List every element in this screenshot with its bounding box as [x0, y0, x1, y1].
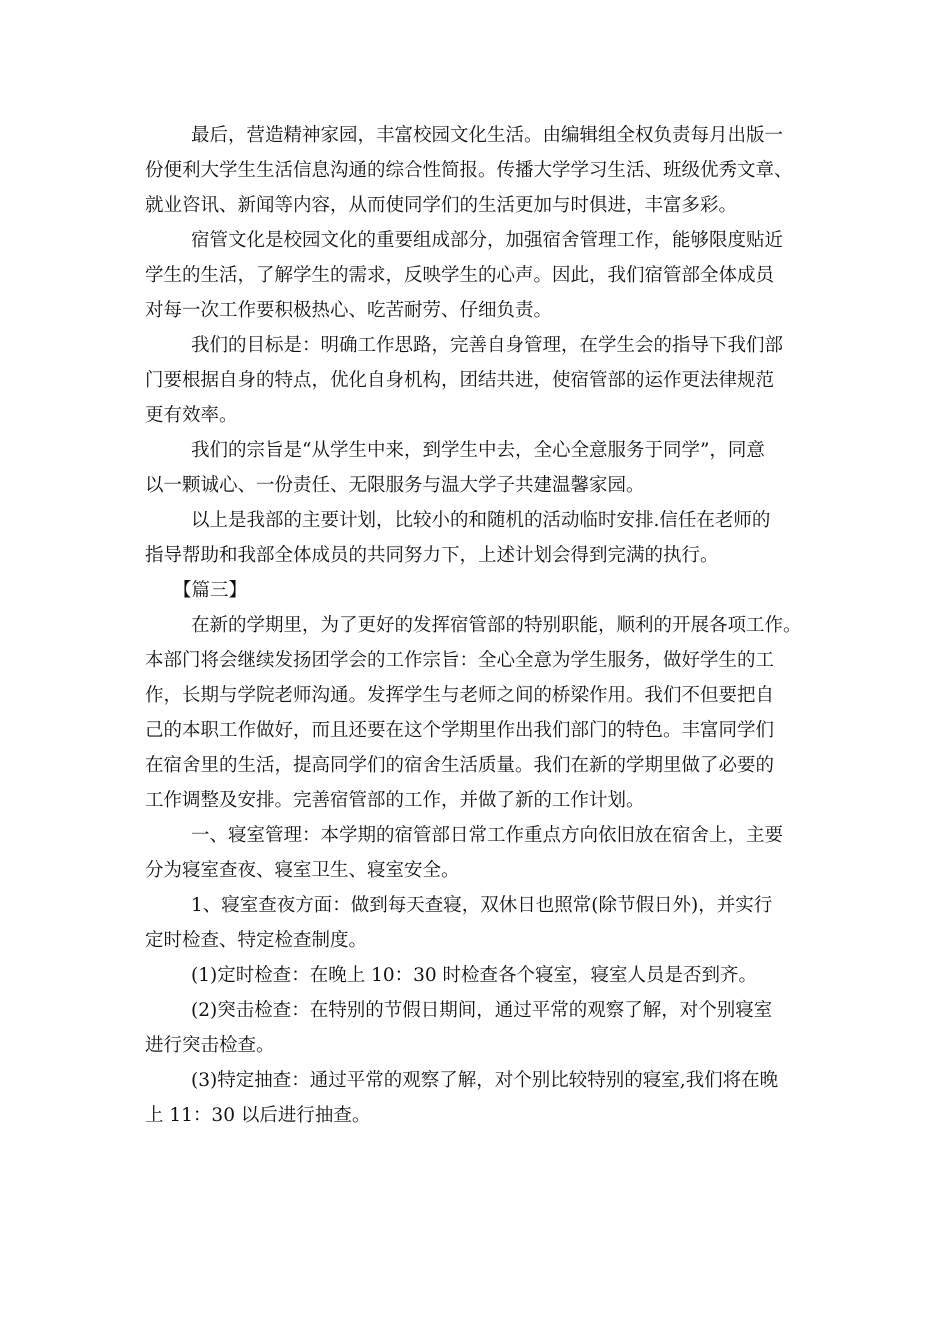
section-heading: [145, 573, 805, 608]
text-line: 门要根据自身的特点，优化自身机构，团结共进，使宿管部的运作更法律规范: [145, 370, 775, 391]
text-line: 作，长期与学院老师沟通。发挥学生与老师之间的桥梁作用。我们不但要把自: [145, 685, 775, 706]
paragraph-9: [145, 958, 805, 993]
text-line: 就业咨讯、新闻等内容，从而使同学们的生活更加与时俱进，丰富多彩。: [145, 195, 738, 216]
text-line: 己的本职工作做好，而且还要在这个学期里作出我们部门的特色。丰富同学们: [145, 720, 775, 741]
text-line: 份便利大学生生活信息沟通的综合性简报。传播大学学习生活、班级优秀文章、: [145, 160, 793, 181]
paragraph-8: [145, 888, 805, 958]
text-line: 上 11：30 以后进行抽查。: [145, 1105, 371, 1126]
text-line: 进行突击检查。: [145, 1035, 275, 1056]
text-line: 分为寝室查夜、寝室卫生、寝室安全。: [145, 860, 460, 881]
document-body: [145, 118, 805, 1133]
paragraph-4: [145, 433, 805, 503]
text-line: (2)突击检查：在特别的节假日期间，通过平常的观察了解，对个别寝室: [191, 1000, 773, 1021]
paragraph-11: [145, 1063, 805, 1133]
text-line: 一、寝室管理：本学期的宿管部日常工作重点方向依旧放在宿舍上，主要: [191, 825, 784, 846]
text-line: 在新的学期里，为了更好的发挥宿管部的特别职能，顺利的开展各项工作。: [191, 615, 802, 636]
text-line: 我们的目标是：明确工作思路，完善自身管理，在学生会的指导下我们部: [191, 335, 784, 356]
paragraph-6: [145, 608, 805, 818]
text-line: 宿管文化是校园文化的重要组成部分，加强宿舍管理工作，能够限度贴近: [191, 230, 784, 251]
text-line: 对每一次工作要积极热心、吃苦耐劳、仔细负责。: [145, 300, 553, 321]
paragraph-7: [145, 818, 805, 888]
text-line: 在宿舍里的生活，提高同学们的宿舍生活质量。我们在新的学期里做了必要的: [145, 755, 775, 776]
text-line: 1、寝室查夜方面：做到每天查寝，双休日也照常(除节假日外)，并实行: [191, 895, 773, 916]
text-line: 以一颗诚心、一份责任、无限服务与温大学子共建温馨家园。: [145, 475, 645, 496]
paragraph-10: [145, 993, 805, 1063]
text-line: 以上是我部的主要计划，比较小的和随机的活动临时安排.信任在老师的: [191, 510, 771, 531]
paragraph-5: [145, 503, 805, 573]
text-line: 指导帮助和我部全体成员的共同努力下，上述计划会得到完满的执行。: [145, 545, 719, 566]
paragraph-2: [145, 223, 805, 328]
text-line: 最后，营造精神家园，丰富校园文化生活。由编辑组全权负责每月出版一: [191, 125, 784, 146]
text-line: 更有效率。: [145, 405, 238, 426]
text-line: 定时检查、特定检查制度。: [145, 930, 368, 951]
text-line: 工作调整及安排。完善宿管部的工作，并做了新的工作计划。: [145, 790, 645, 811]
paragraph-1: [145, 118, 805, 223]
text-line: 学生的生活，了解学生的需求，反映学生的心声。因此，我们宿管部全体成员: [145, 265, 775, 286]
text-line: (3)特定抽查：通过平常的观察了解，对个别比较特别的寝室,我们将在晚: [191, 1070, 779, 1091]
text-line: 我们的宗旨是“从学生中来，到学生中去，全心全意服务于同学”，同意: [191, 440, 765, 461]
text-line: 本部门将会继续发扬团学会的工作宗旨：全心全意为学生服务，做好学生的工: [145, 650, 775, 671]
text-line: (1)定时检查：在晚上 10：30 时检查各个寝室，寝室人员是否到齐。: [191, 965, 758, 986]
section-heading-text: 【篇三】: [173, 580, 248, 601]
paragraph-3: [145, 328, 805, 433]
